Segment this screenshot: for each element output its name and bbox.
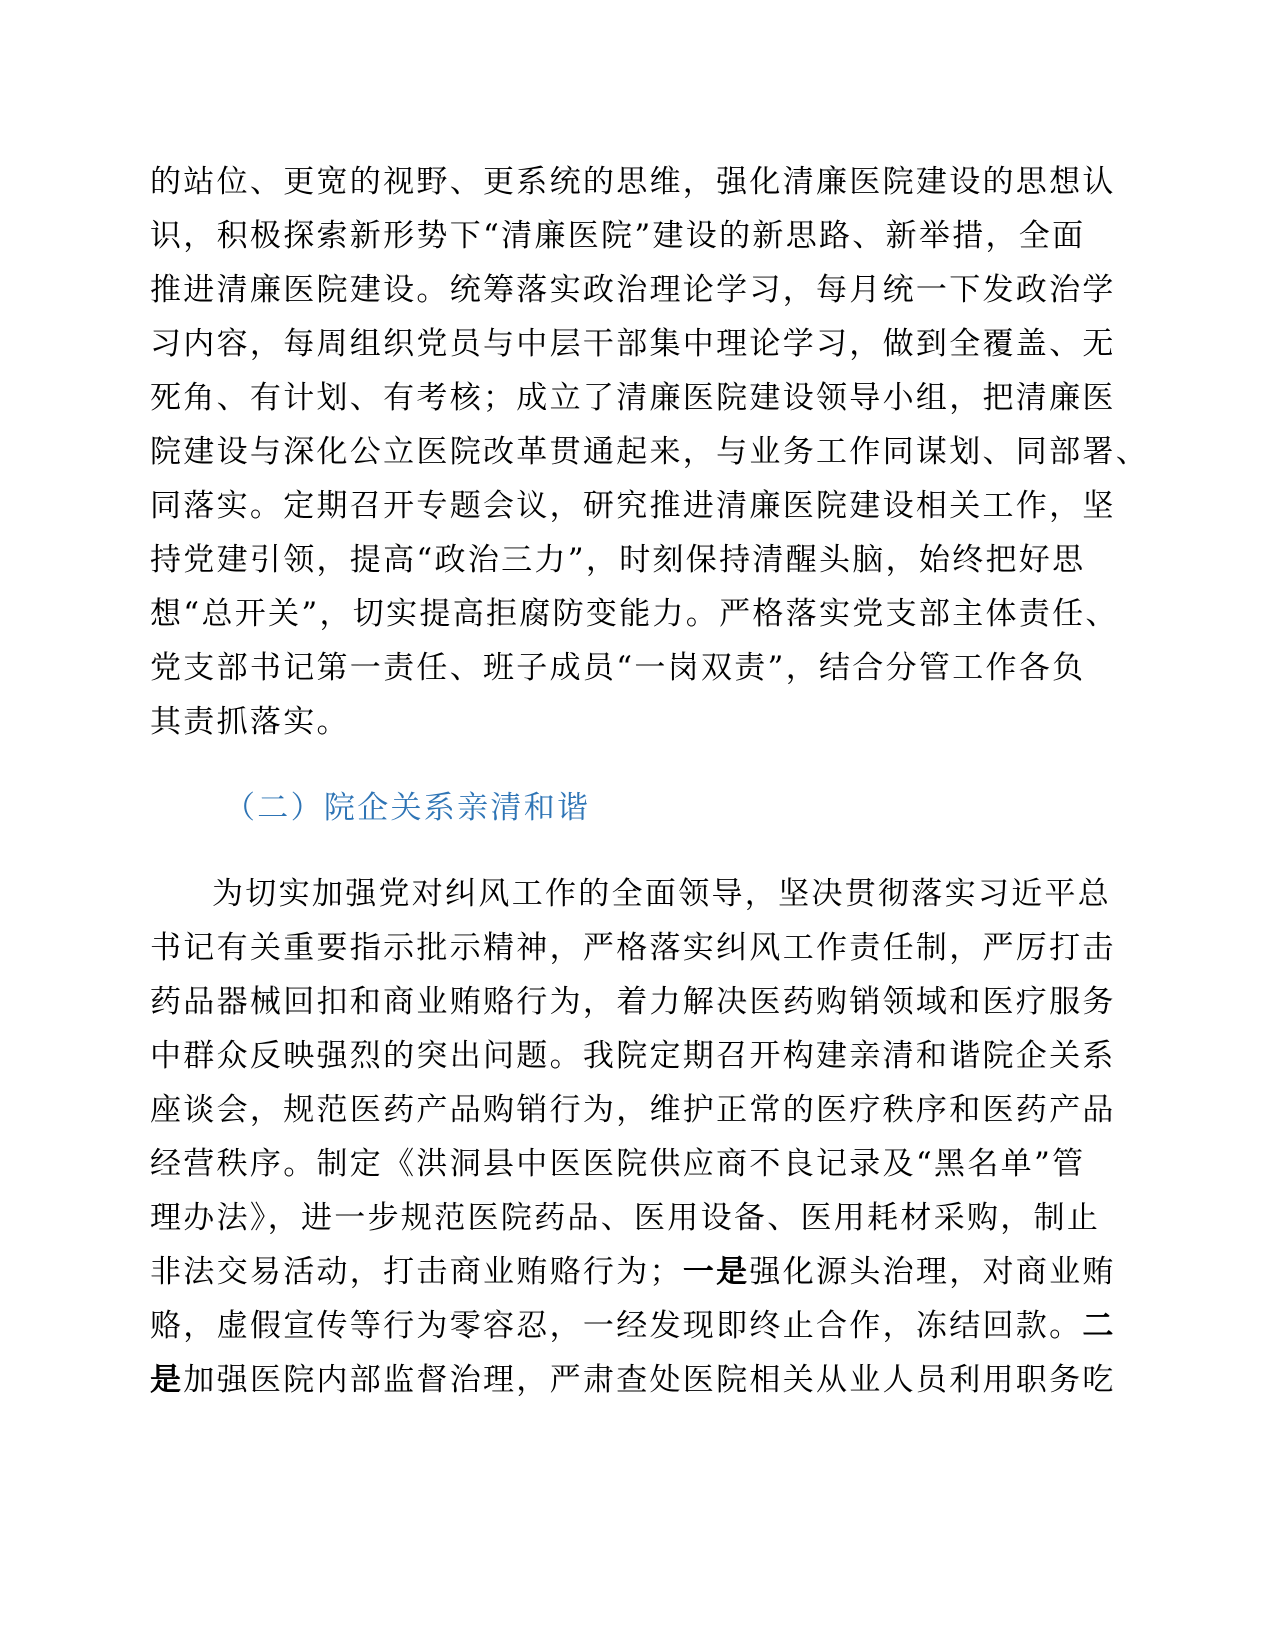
paragraph-line: 理办法》，进一步规范医院药品、医用设备、医用耗材采购，制止 — [150, 1200, 1101, 1236]
paragraph-line: 识，积极探索新形势下“清廉医院”建设的新思路、新举措，全面 — [150, 218, 1086, 254]
paragraph-line: 同落实。定期召开专题会议，研究推进清廉医院建设相关工作，坚 — [150, 488, 1116, 524]
paragraph-line — [150, 1306, 1116, 1346]
paragraph-line: 想“总开关”，切实提高拒腐防变能力。严格落实党支部主体责任、 — [150, 596, 1119, 632]
paragraph-line: 药品器械回扣和商业贿赂行为，着力解决医药购销领域和医疗服务 — [150, 984, 1116, 1020]
paragraph-line: 座谈会，规范医药产品购销行为，维护正常的医疗秩序和医药产品 — [150, 1092, 1116, 1128]
line-text: 强化源头治理，对商业贿 — [749, 1254, 1116, 1290]
paragraph-line: 推进清廉医院建设。统筹落实政治理论学习，每月统一下发政治学 — [150, 272, 1116, 308]
emphasis-text: 二 — [1082, 1308, 1116, 1344]
paragraph-line — [150, 1252, 1116, 1292]
section-heading: （二）院企关系亲清和谐 — [224, 790, 591, 826]
paragraph-line: 中群众反映强烈的突出问题。我院定期召开构建亲清和谐院企关系 — [150, 1038, 1116, 1074]
emphasis-text: 一是 — [682, 1254, 750, 1290]
paragraph-line — [150, 1360, 1116, 1400]
paragraph-line: 党支部书记第一责任、班子成员“一岗双责”，结合分管工作各负 — [150, 650, 1086, 686]
line-text: 非法交易活动，打击商业贿赂行为； — [150, 1254, 683, 1290]
emphasis-text: 是 — [150, 1362, 184, 1398]
paragraph-line: 书记有关重要指示批示精神，严格落实纠风工作责任制，严厉打击 — [150, 930, 1116, 966]
paragraph-line: 为切实加强党对纠风工作的全面领导，坚决贯彻落实习近平总 — [212, 876, 1112, 912]
paragraph-line: 死角、有计划、有考核；成立了清廉医院建设领导小组，把清廉医 — [150, 380, 1116, 416]
paragraph-line: 持党建引领，提高“政治三力”，时刻保持清醒头脑，始终把好思 — [150, 542, 1086, 578]
line-text: 赂，虚假宣传等行为零容忍，一经发现即终止合作，冻结回款。 — [150, 1308, 1083, 1344]
paragraph-line: 的站位、更宽的视野、更系统的思维，强化清廉医院建设的思想认 — [150, 164, 1116, 200]
paragraph-line: 其责抓落实。 — [150, 704, 350, 740]
paragraph-line: 院建设与深化公立医院改革贯通起来，与业务工作同谋划、同部署、 — [150, 434, 1149, 470]
line-text: 加强医院内部监督治理，严肃查处医院相关从业人员利用职务吃 — [183, 1362, 1116, 1398]
paragraph-line: 习内容，每周组织党员与中层干部集中理论学习，做到全覆盖、无 — [150, 326, 1116, 362]
paragraph-line: 经营秩序。制定《洪洞县中医医院供应商不良记录及“黑名单”管 — [150, 1146, 1086, 1182]
